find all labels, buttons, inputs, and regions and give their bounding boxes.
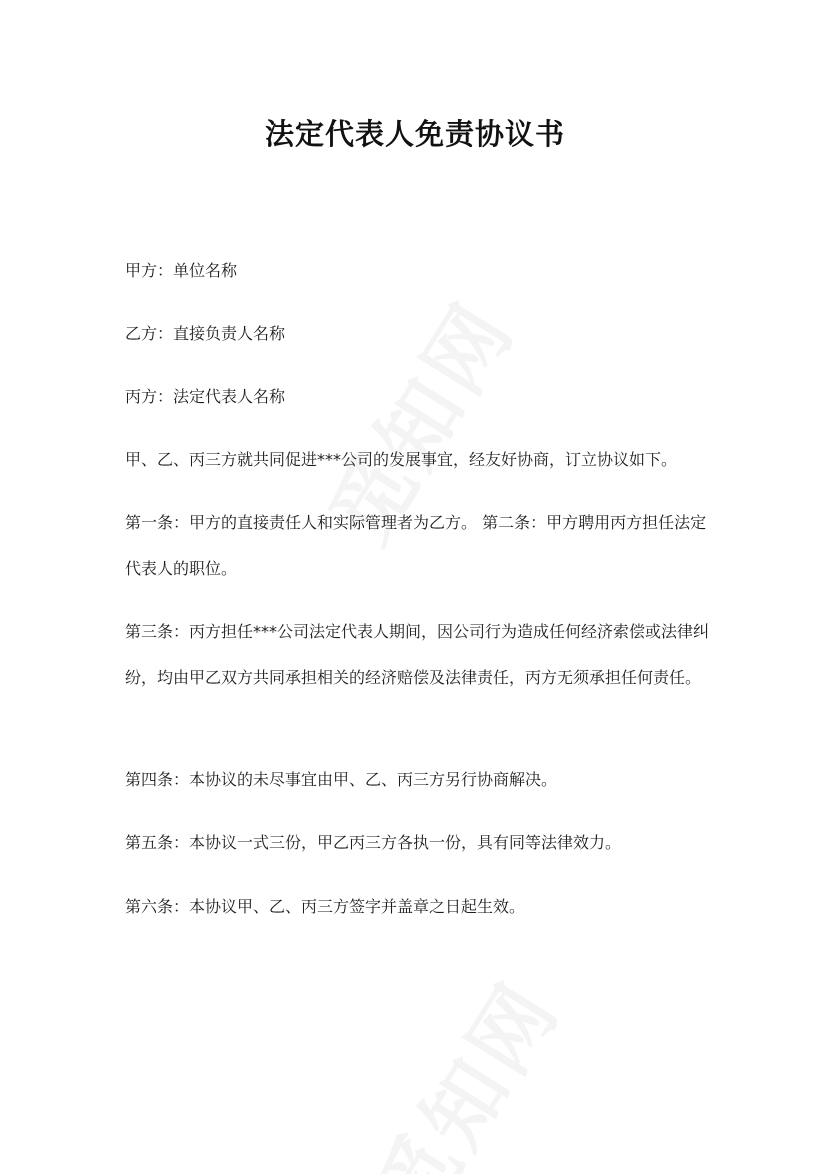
clause-3-paragraph: 第三条：丙方担任***公司法定代表人期间，因公司行为造成任何经济索偿或法律纠纷，均由甲乙双方共同承担相关的经济赔偿及法律责任，丙方无须承担任何责任。 — [125, 622, 710, 687]
clause-1-2-paragraph: 第一条：甲方的直接责任人和实际管理者为乙方。 第二条：甲方聘用丙方担任法定代表人的职位。 — [125, 513, 707, 578]
party-a-line: 甲方：单位名称 — [125, 261, 238, 280]
clause-4-paragraph: 第四条：本协议的未尽事宜由甲、乙、丙三方另行协商解决。 — [125, 770, 558, 789]
clause-5-paragraph: 第五条：本协议一式三份，甲乙丙三方各执一份，具有同等法律效力。 — [125, 833, 622, 852]
party-c-line: 丙方：法定代表人名称 — [125, 387, 286, 406]
party-b-line: 乙方：直接负责人名称 — [125, 324, 286, 343]
clause-6-paragraph: 第六条：本协议甲、乙、丙三方签字并盖章之日起生效。 — [125, 897, 526, 916]
document-title: 法定代表人免责协议书 — [264, 117, 565, 151]
preamble-paragraph: 甲、乙、丙三方就共同促进***公司的发展事宜，经友好协商，订立协议如下。 — [125, 450, 678, 469]
watermark — [342, 956, 581, 1174]
